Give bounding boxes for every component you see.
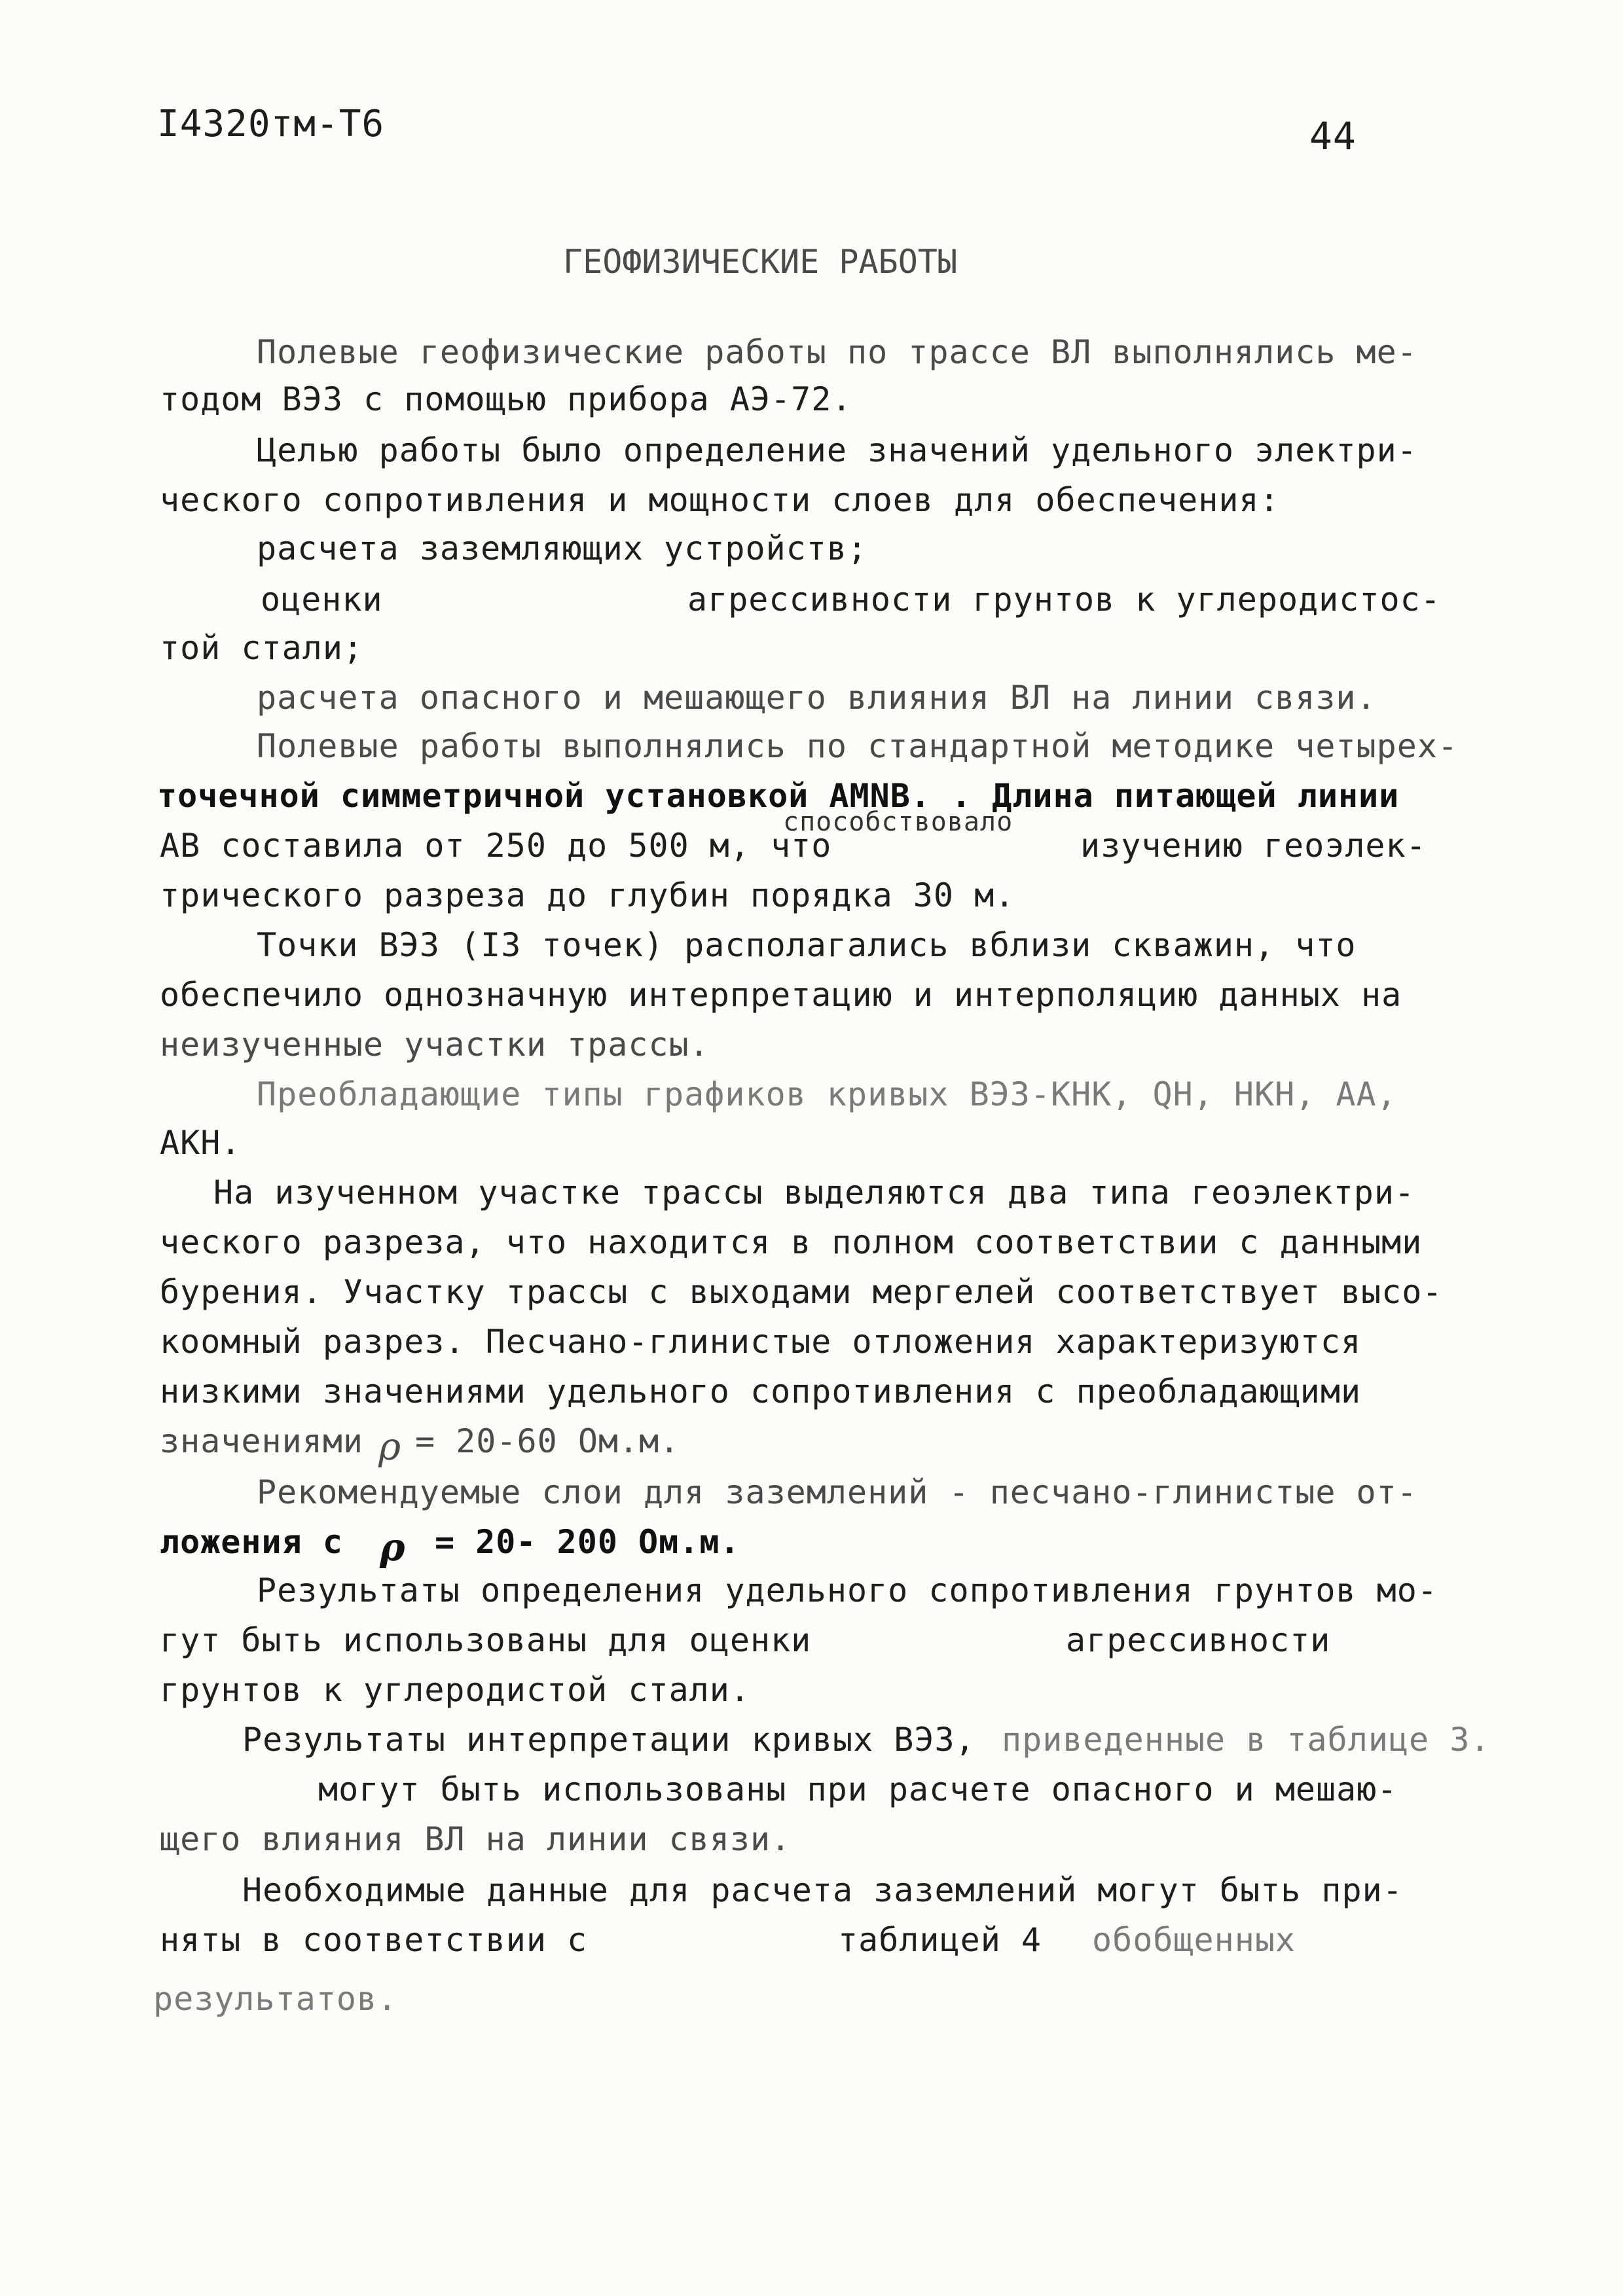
text-line-19: ческого разреза, что находится в полном соответствии с данными [160, 1223, 1423, 1261]
rho-symbol: ρ [380, 1525, 406, 1570]
text-line-11-start: АВ составила от 250 до 500 м, что [160, 827, 832, 865]
section-title: ГЕОФИЗИЧЕСКИЕ РАБОТЫ [563, 243, 958, 281]
text-line-28: грунтов к углеродистой стали. [160, 1671, 750, 1709]
document-code: I4320тм-Т6 [157, 103, 385, 145]
text-line-16: Преобладающие типы графиков кривых ВЭЗ-КНК, QН, НКН, АА, [257, 1075, 1397, 1113]
text-line-4: ческого сопротивления и мощности слоев для обеспечения: [160, 481, 1280, 519]
text-line-10: точечной симметричной установкой AMNB. . Длина питающей линии [157, 777, 1400, 815]
text-line-34: результатов. [153, 1980, 398, 2018]
text-line-22: низкими значениями удельного сопротивления с преобладающими [160, 1372, 1362, 1410]
text-line-7: той стали; [160, 629, 364, 667]
text-line-5: расчета заземляющих устройств; [257, 529, 868, 567]
text-line-26: Результаты определения удельного сопротивления грунтов мо- [257, 1571, 1438, 1609]
text-line-11-insert: способствовало [783, 807, 1013, 837]
text-line-29-start: Результаты интерпретации кривых ВЭЗ, [242, 1721, 976, 1759]
text-line-1: Полевые геофизические работы по трассе ВЛ выполнялись ме- [257, 333, 1417, 371]
text-line-27-start: гут быть использованы для оценки [160, 1621, 812, 1659]
text-line-8: расчета опасного и мешающего влияния ВЛ на линии связи. [257, 679, 1377, 717]
text-line-20: бурения. Участку трассы с выходами мергелей соответствует высо- [160, 1273, 1443, 1311]
page-number: 44 [1309, 114, 1357, 158]
text-line-2: тодом ВЭЗ с помощью прибора АЭ-72. [160, 380, 852, 418]
text-line-24: Рекомендуемые слои для заземлений - песчано-глинистые от- [257, 1473, 1417, 1511]
text-line-29-end: приведенные в таблице 3. [1002, 1721, 1491, 1759]
text-line-18: На изученном участке трассы выделяются два типа геоэлектри- [213, 1174, 1415, 1211]
text-line-31: щего влияния ВЛ на линии связи. [160, 1820, 792, 1858]
text-line-33-start: няты в соответствии с [160, 1921, 588, 1959]
text-line-11-end: изучению геоэлек- [1080, 827, 1427, 865]
text-line-27-end: агрессивности [1066, 1621, 1331, 1659]
text-line-9: Полевые работы выполнялись по стандартной методике четырех- [257, 727, 1459, 765]
text-line-12: трического разреза до глубин порядка 30 м. [160, 876, 1015, 914]
text-line-23-end: = 20-60 Ом.м. [415, 1422, 680, 1460]
text-line-25-start: ложения с [160, 1523, 343, 1561]
text-line-25-end: = 20- 200 Ом.м. [435, 1523, 740, 1561]
text-line-33-end: обобщенных [1092, 1921, 1296, 1959]
text-line-23-start: значениями [160, 1422, 364, 1460]
text-line-6-start: оценки [261, 581, 383, 619]
text-line-17: АКН. [160, 1124, 242, 1162]
text-line-6-end: агрессивности грунтов к углеродистос- [687, 581, 1441, 619]
text-line-21: коомный разрез. Песчано-глинистые отложения характеризуются [160, 1323, 1362, 1361]
rho-symbol: ρ [378, 1424, 402, 1469]
text-line-15: неизученные участки трассы. [160, 1026, 710, 1064]
text-line-33-middle: таблицей 4 [838, 1921, 1042, 1959]
text-line-14: обеспечило однозначную интерпретацию и интерполяцию данных на [160, 976, 1402, 1014]
text-line-13: Точки ВЭЗ (I3 точек) располагались вблизи скважин, что [257, 926, 1357, 964]
text-line-32: Необходимые данные для расчета заземлений могут быть при- [242, 1871, 1403, 1909]
text-line-30: могут быть использованы при расчете опасного и мешаю- [318, 1770, 1398, 1808]
text-line-3: Целью работы было определение значений удельного электри- [257, 431, 1417, 469]
